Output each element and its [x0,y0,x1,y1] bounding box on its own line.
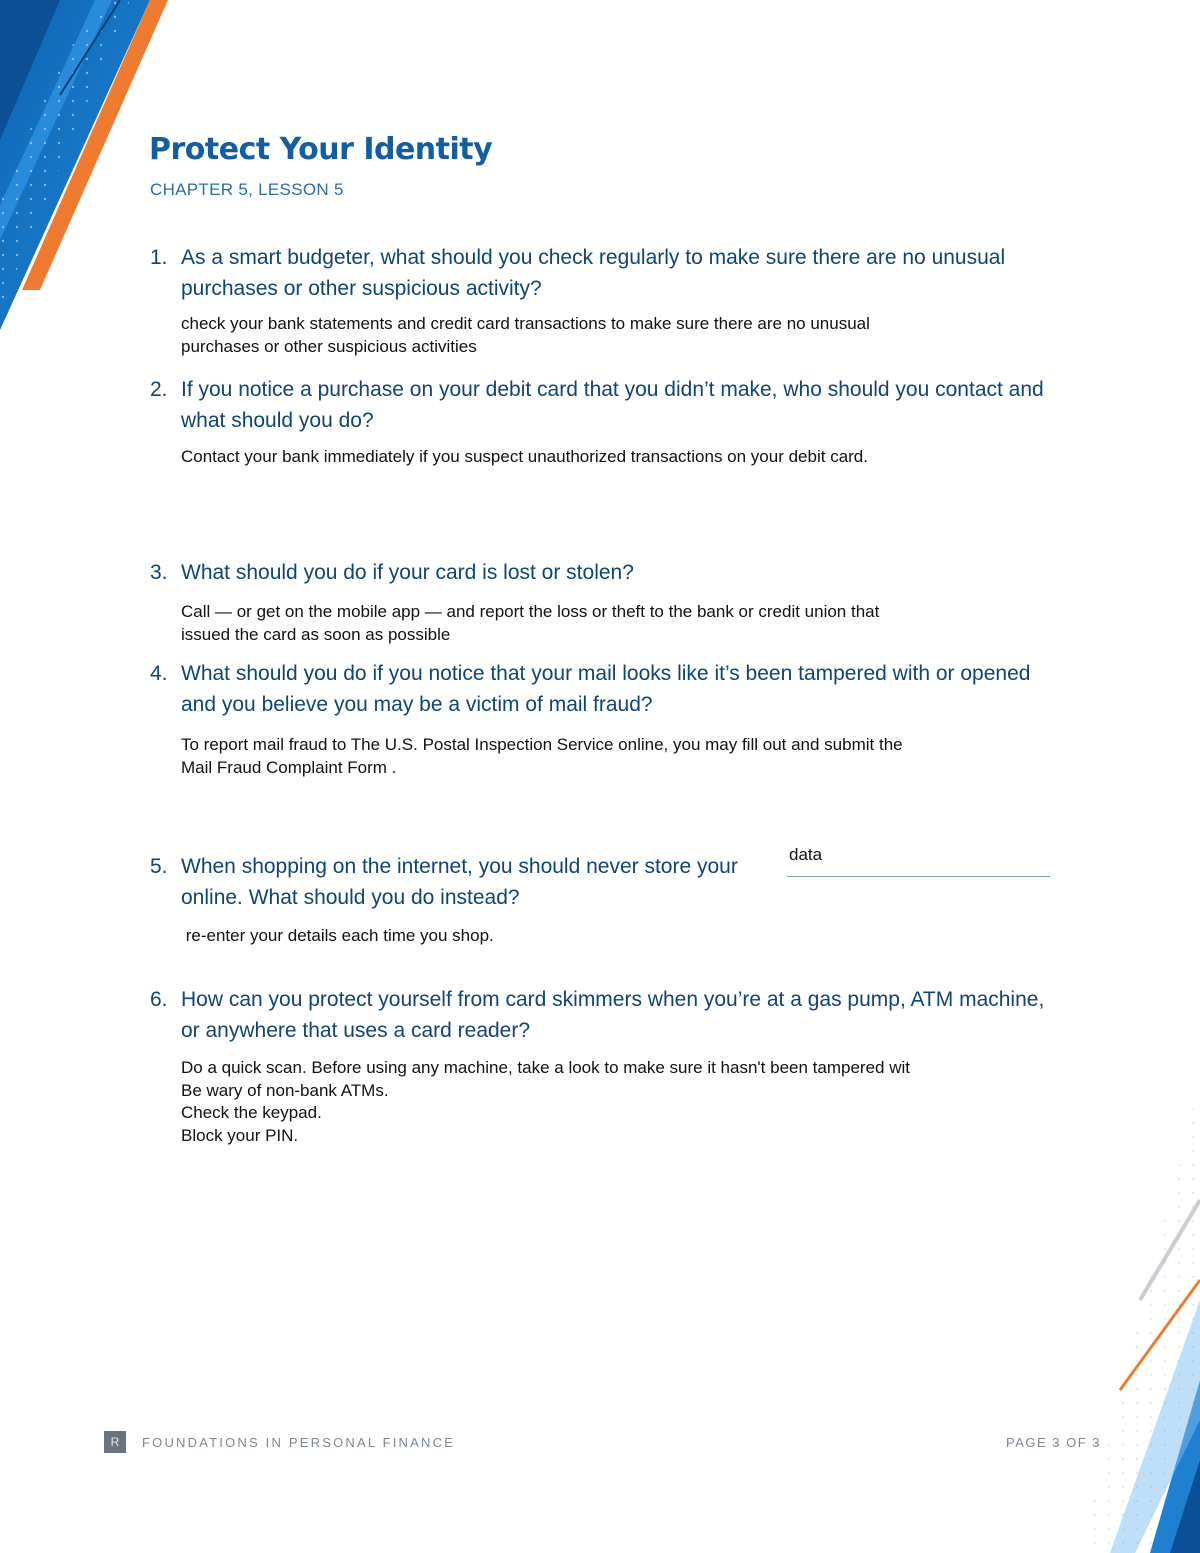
question-3 [150,557,1050,588]
question-text: As a smart budgeter, what should you check regularly to make sure there are no unusual purchases or other suspicious activity? [181,246,1006,300]
fill-in-blank-line [787,876,1050,877]
question-number: 1. [150,246,168,269]
question-number: 2. [150,378,168,401]
question-number: 5. [150,855,168,878]
question-6 [150,984,1050,1046]
question-number: 4. [150,662,168,685]
answer-1-field[interactable]: check your bank statements and credit card transactions to make sure there are no unusual purchases or other suspicious activities [181,314,870,356]
question-1 [150,242,1050,304]
question-text: How can you protect yourself from card skimmers when you’re at a gas pump, ATM machine, or anywhere that uses a card reader? [181,988,1045,1042]
question-5 [150,851,1050,913]
question-text: If you notice a purchase on your debit card that you didn’t make, who should you contact and what should you do? [181,378,1044,432]
answer-4-field[interactable]: To report mail fraud to The U.S. Postal Inspection Service online, you may fill out and submit the Mail Fraud Complaint Form . [181,735,903,777]
question-text-line-1: When shopping on the internet, you should never store your [181,855,738,878]
answer-6-field[interactable]: Do a quick scan. Before using any machine, take a look to make sure it hasn't been tampered wit Be wary of non-bank ATMs. Check the keypad. Block your PIN. [181,1058,910,1145]
question-4 [150,658,1050,720]
question-2 [150,374,1050,436]
brand-logo-icon: R [104,1431,126,1453]
question-text: What should you do if your card is lost or stolen? [181,561,634,584]
answer-2-field[interactable]: Contact your bank immediately if you suspect unauthorized transactions on your debit card. [181,447,868,466]
footer-page-number: PAGE 3 OF 3 [1006,1435,1102,1450]
footer-course-label: FOUNDATIONS IN PERSONAL FINANCE [142,1435,456,1450]
answer-5-field[interactable]: re-enter your details each time you shop. [181,926,494,945]
question-number: 6. [150,988,168,1011]
answer-3-field[interactable]: Call — or get on the mobile app — and report the loss or theft to the bank or credit union that issued the card as soon as possible [181,602,880,644]
question-text-line-2: online. What should you do instead? [181,886,520,909]
chapter-lesson-label: CHAPTER 5, LESSON 5 [150,180,344,199]
question-text: What should you do if you notice that your mail looks like it’s been tampered with or opened and you believe you may be a victim of mail fraud? [181,662,1031,716]
page-title: Protect Your Identity [149,132,493,167]
question-number: 3. [150,561,168,584]
fill-in-blank-field[interactable]: data [789,845,823,864]
